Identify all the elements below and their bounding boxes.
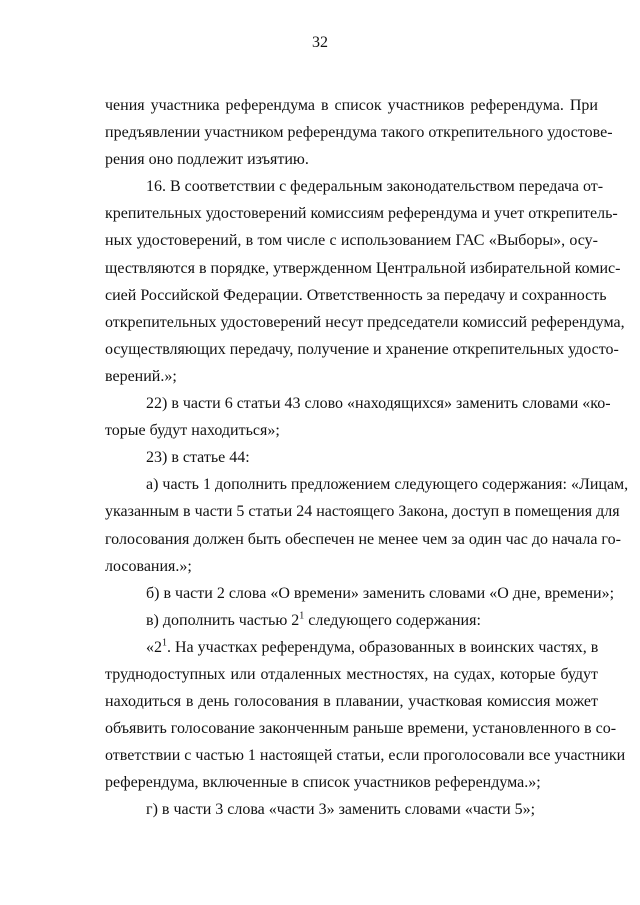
text-line: указанным в части 5 статьи 24 настоящего Закона, доступ в помещения для — [105, 503, 620, 521]
text-line: в) дополнить частью $2^1$ следующего содержания: — [146, 610, 481, 629]
text-line: рения оно подлежит изъятию. — [105, 151, 309, 169]
text-line: а) часть 1 дополнить предложением следующего содержания: «Лицам, — [146, 476, 629, 494]
text-line: сией Российской Федерации. Ответственность за передачу и сохранность — [105, 286, 607, 304]
text-line: открепительных удостоверений несут председатели комиссий референдума, — [105, 313, 625, 331]
paragraph — [105, 390, 611, 444]
text-line: ных удостоверений, в том числе с использованием ГАС «Выборы», осу- — [105, 232, 598, 250]
text-line: крепительных удостоверений комиссиям референдума и учет открепитель- — [105, 205, 618, 223]
text-line: труднодоступных или отдаленных местностях, на судах, которые будут — [105, 665, 598, 683]
text-line: находиться в день голосования в плавании, участковая комиссия может — [105, 693, 598, 711]
paragraph — [105, 580, 615, 607]
text-line: предъявлении участником референдума такого открепительного удостове- — [105, 124, 613, 142]
text-line: «$2^1$. На участках референдума, образованных в воинских частях, в — [146, 637, 599, 656]
text-line: г) в части 3 слова «части 3» заменить словами «части 5»; — [146, 801, 536, 819]
text-line: референдума, включенные в список участников референдума.»; — [105, 774, 541, 792]
paragraph — [105, 634, 626, 797]
paragraph — [105, 173, 625, 390]
text-line: 22) в части 6 статьи 43 слово «находящихся» заменить словами «ко- — [146, 395, 611, 413]
text-line: голосования должен быть обеспечен не менее чем за один час до начала го- — [105, 530, 621, 548]
document-body — [105, 92, 629, 824]
paragraph — [105, 92, 613, 173]
paragraph — [105, 444, 598, 471]
text-line: 16. В соответствии с федеральным законодательством передача от- — [146, 178, 604, 196]
text-line: торые будут находиться»; — [105, 422, 280, 440]
text-line: 23) в статье 44: — [146, 449, 250, 467]
paragraph — [105, 796, 598, 823]
text-line: объявить голосование законченным раньше времени, установленного в со- — [105, 720, 617, 738]
text-line: чения участника референдума в список участников референдума. При — [105, 97, 598, 114]
paragraph — [105, 607, 598, 634]
text-line: верений.»; — [105, 367, 177, 385]
page-number: 32 — [312, 34, 328, 51]
text-line: лосования.»; — [105, 557, 192, 575]
text-line: ответствии с частью 1 настоящей статьи, если проголосовали все участники — [105, 747, 626, 765]
paragraph — [105, 471, 629, 579]
text-line: б) в части 2 слова «О времени» заменить словами «О дне, времени»; — [146, 584, 615, 602]
text-line: ществляются в порядке, утвержденном Центральной избирательной комис- — [105, 259, 621, 277]
text-line: осуществляющих передачу, получение и хранение открепительных удосто- — [105, 340, 619, 358]
